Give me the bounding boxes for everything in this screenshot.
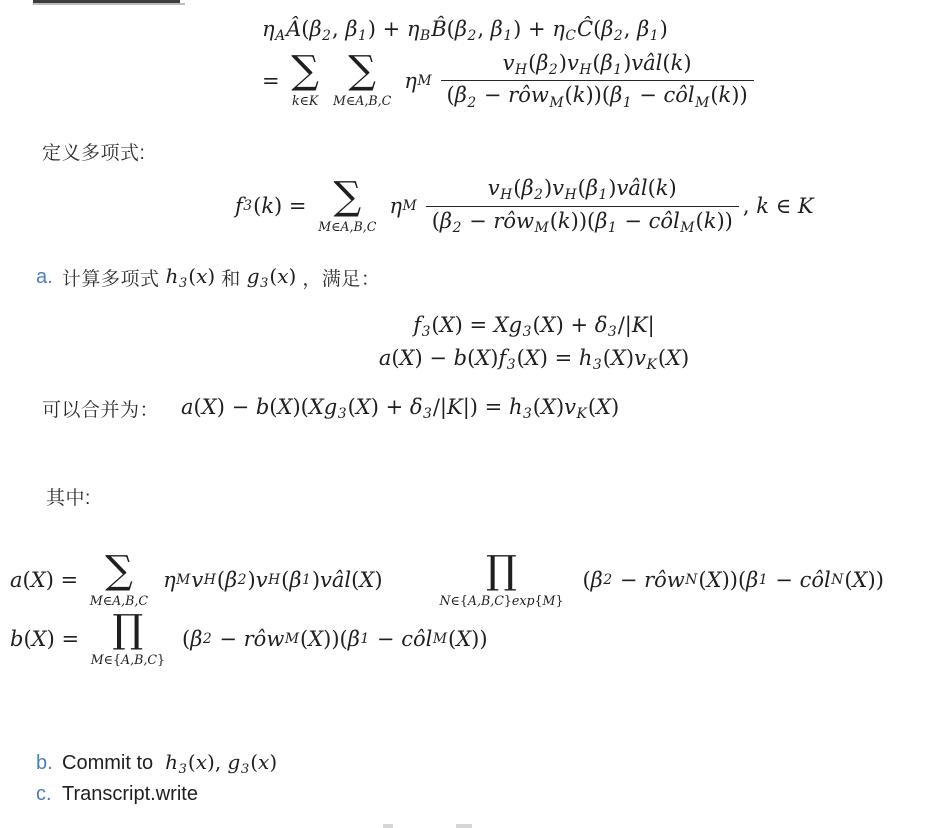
item-a-text1: 计算多项式 — [62, 269, 160, 291]
where-label: 其中: — [46, 488, 91, 509]
formula-f3k: f 3 ( k ) = ∑ M∈A,B,C η M $v_H(\beta_2)v_H(\beta_1)vâl(k)$ ($\beta_2$ − $rôw_M(k))(\beta_1$ − côl$_M$(k)) , k ∈ K — [235, 174, 814, 238]
list-marker-a: a. — [36, 266, 53, 289]
formula-fX-block — [350, 310, 718, 375]
inline-math-h3x: $h_3(x)$ — [165, 264, 216, 292]
formula-aX: a ( X ) = ∑ M∈A,B,C η M v H ( β 2 ) v H ( β 1 ) vâl ( X ) ∏ N∈{A,B,C}exp{M} ( β 2 − rôw N ( X ))( β 1 − côl N ( X )) — [10, 548, 884, 608]
merge-label: 可以合并为： — [42, 399, 160, 421]
formula-eta-line1: $\eta_AÂ(\beta_2$, $\beta_1$) + $\eta_BB̂(\beta_2$, $\beta_1$) + $\eta_CĈ(\beta_2$, $\beta_1$) — [262, 17, 668, 45]
list-item-a — [36, 264, 380, 291]
clipped-text-bottom-1 — [383, 824, 393, 828]
item-c-text: Transcript.write — [62, 783, 198, 805]
formula-bX: b ( X ) = ∏ M∈{A,B,C} ( β 2 − rôw M ( X ))( β 1 − côl M ( X )) — [10, 606, 488, 667]
clipped-text-top-shadow — [33, 3, 185, 5]
clipped-text-bottom-2 — [456, 824, 472, 828]
inline-math-g3x: $g_3(x)$ — [246, 264, 297, 292]
inline-math-h3g3: $h_3(x)$, $g_3(x)$ — [165, 750, 278, 778]
item-a-and: 和 — [221, 269, 241, 291]
formula-ab-block — [10, 548, 884, 667]
list-item-c — [36, 783, 198, 806]
list-marker-b: b. — [36, 752, 53, 775]
formula-merged: $a(X) - b(X)(Xg_3(X) + \delta_3/|K|) = h_3(X)v_K(X)$ — [181, 395, 620, 423]
formula-eta-line2: = ∑ k∈K ∑ M∈A,B,C η M $v_H(\beta_2)v_H(\beta_1)vâl(k)$ ($\beta_2$ − $rôw_M(k))(\beta_1$ − côl$_M$(k)) — [262, 49, 758, 113]
item-b-text: Commit to — [62, 752, 154, 775]
list-item-b — [36, 750, 283, 777]
item-a-text2: ，满足： — [302, 269, 381, 291]
list-marker-c: c. — [36, 783, 52, 805]
formula-fX-line1: $f_3(X) = Xg_3(X) + \delta_3/|K|$ — [413, 313, 655, 341]
formula-eta-sum-block — [262, 14, 758, 113]
define-poly-label: 定义多项式: — [42, 143, 146, 164]
merge-line — [42, 392, 619, 425]
formula-fX-line2: $a(X) - b(X)f_3(X) = h_3(X)v_K(X)$ — [378, 345, 690, 373]
